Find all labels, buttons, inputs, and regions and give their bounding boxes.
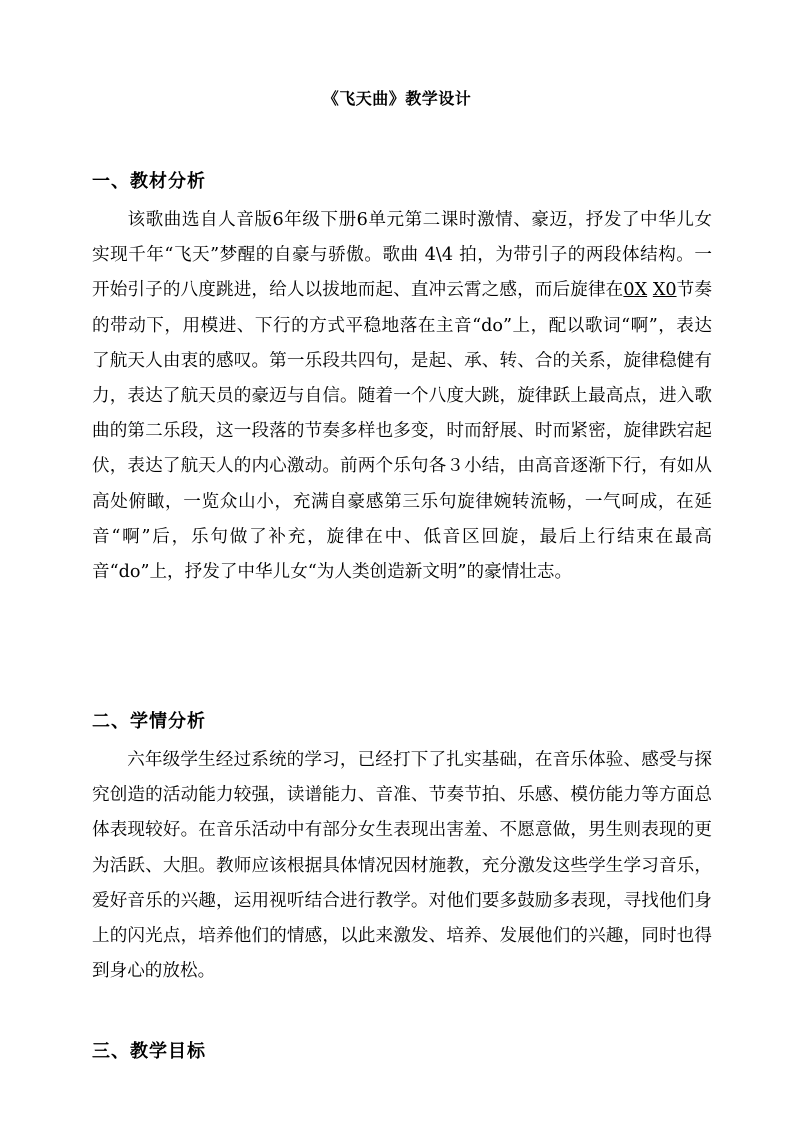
section-heading-teaching-objectives: 三、教学目标 — [92, 1041, 206, 1062]
paragraph-materials-analysis — [92, 203, 712, 590]
paragraph-text-part-2: 节奏的带动下，用模进、下行的方式平稳地落在主音“do”上，配以歌词“啊”，表达了航天人由衷的感叹。第一乐段共四句，是起、承、转、合的关系，旋律稳健有力，表达了航天员的豪迈与自信。随着一个八度大跳，旋律跃上最高点，进入歌曲的第二乐段，这一段落的节奏多样也多变，时而舒展、时而紧密，旋律跌宕起伏，表达了航天人的内心激动。前两个乐句各３小结，由高音逐渐下行，有如从高处俯瞰，一览众山小，充满自豪感第三乐句旋律婉转流畅，一气呵成，在延音“啊”后，乐句做了补充，旋律在中、低音区回旋，最后上行结束在最高音“do”上，抒发了中华儿女“为人类创造新文明”的豪情壮志。 — [92, 280, 712, 583]
paragraph-learner-analysis — [92, 743, 712, 989]
rhythm-notation-0x: 0X — [623, 280, 648, 301]
section-heading-learner-analysis: 二、学情分析 — [92, 711, 206, 732]
rhythm-notation-x0: X0 — [652, 280, 677, 301]
paragraph-text-part-1: 该歌曲选自人音版6年级下册6单元第二课时激情、豪迈，抒发了中华儿女实现千年“飞天”梦醒的自豪与骄傲。歌曲 4\4 拍，为带引子的两段体结构。一开始引子的八度跳进，给人以拔地而起、直冲云霄之感，而后旋律在 — [92, 210, 712, 301]
document-title: 《飞天曲》教学设计 — [322, 89, 472, 108]
section-heading-materials-analysis: 一、教材分析 — [92, 171, 206, 192]
paragraph-text: 六年级学生经过系统的学习，已经打下了扎实基础，在音乐体验、感受与探究创造的活动能力较强，读谱能力、音准、节奏节拍、乐感、模仿能力等方面总体表现较好。在音乐活动中有部分女生表现出害羞、不愿意做，男生则表现的更为活跃、大胆。教师应该根据具体情况因材施教，充分激发这些学生学习音乐，爱好音乐的兴趣，运用视听结合进行教学。对他们要多鼓励多表现，寻找他们身上的闪光点，培养他们的情感，以此来激发、培养、发展他们的兴趣，同时也得到身心的放松。 — [92, 750, 712, 982]
